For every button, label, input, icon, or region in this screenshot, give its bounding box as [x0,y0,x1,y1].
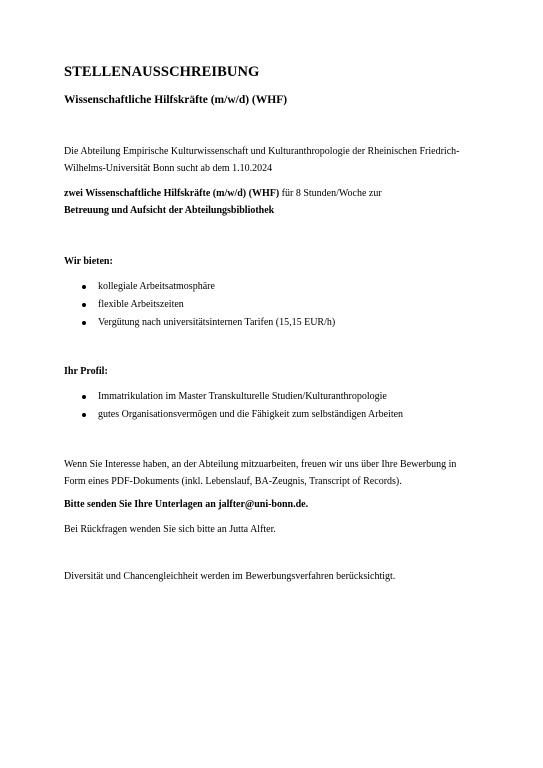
list-item [82,314,335,332]
list-item [82,278,335,296]
bullet-icon [82,395,86,399]
profile-list [82,388,403,424]
list-item [82,388,403,406]
bullet-icon [82,303,86,307]
bullet-icon [82,285,86,289]
questions-text: Bei Rückfragen wenden Sie sich bitte an Jutta Alfter. [64,524,276,535]
offer-item-text: flexible Arbeitszeiten [98,299,184,310]
positions-bold-text: zwei Wissenschaftliche Hilfskräfte (m/w/d) (WHF) [64,188,280,199]
offer-list [82,278,335,332]
positions-line-2: Betreuung und Aufsicht der Abteilungsbibliothek [64,205,275,216]
interest-line-2: Form eines PDF-Dokuments (inkl. Lebenslauf, BA-Zeugnis, Transcript of Records). [64,476,402,487]
offer-item-text: kollegiale Arbeitsatmosphäre [98,281,215,292]
list-item [82,296,335,314]
intro-line-2: Wilhelms-Universität Bonn sucht ab dem 1.10.2024 [64,163,273,174]
positions-line-1 [64,185,484,202]
document-subtitle: Wissenschaftliche Hilfskräfte (m/w/d) (WHF) [64,94,288,106]
diversity-text: Diversität und Chancengleichheit werden im Bewerbungsverfahren berücksichtigt. [64,571,396,582]
positions-paragraph [64,185,484,219]
bullet-icon [82,321,86,325]
positions-regular-text: für 8 Stunden/Woche zur [279,188,382,199]
intro-line-1: Die Abteilung Empirische Kulturwissenschaft und Kulturanthropologie der Rheinischen Friedrich- [64,146,460,157]
profile-heading: Ihr Profil: [64,366,108,377]
offer-heading: Wir bieten: [64,256,113,267]
list-item [82,406,403,424]
document-title: STELLENAUSSCHREIBUNG [64,64,260,80]
bullet-icon [82,413,86,417]
intro-paragraph [64,143,484,177]
profile-item-text: Immatrikulation im Master Transkulturelle Studien/Kulturanthropologie [98,391,387,402]
offer-item-text: Vergütung nach universitätsinternen Tarifen (15,15 EUR/h) [98,317,336,328]
send-documents-text: Bitte senden Sie Ihre Unterlagen an jalfter@uni-bonn.de. [64,499,309,510]
interest-line-1: Wenn Sie Interesse haben, an der Abteilung mitzuarbeiten, freuen wir uns über Ihre Bewerbung in [64,459,457,470]
interest-paragraph [64,456,484,490]
profile-item-text: gutes Organisationsvermögen und die Fähigkeit zum selbständigen Arbeiten [98,409,404,420]
